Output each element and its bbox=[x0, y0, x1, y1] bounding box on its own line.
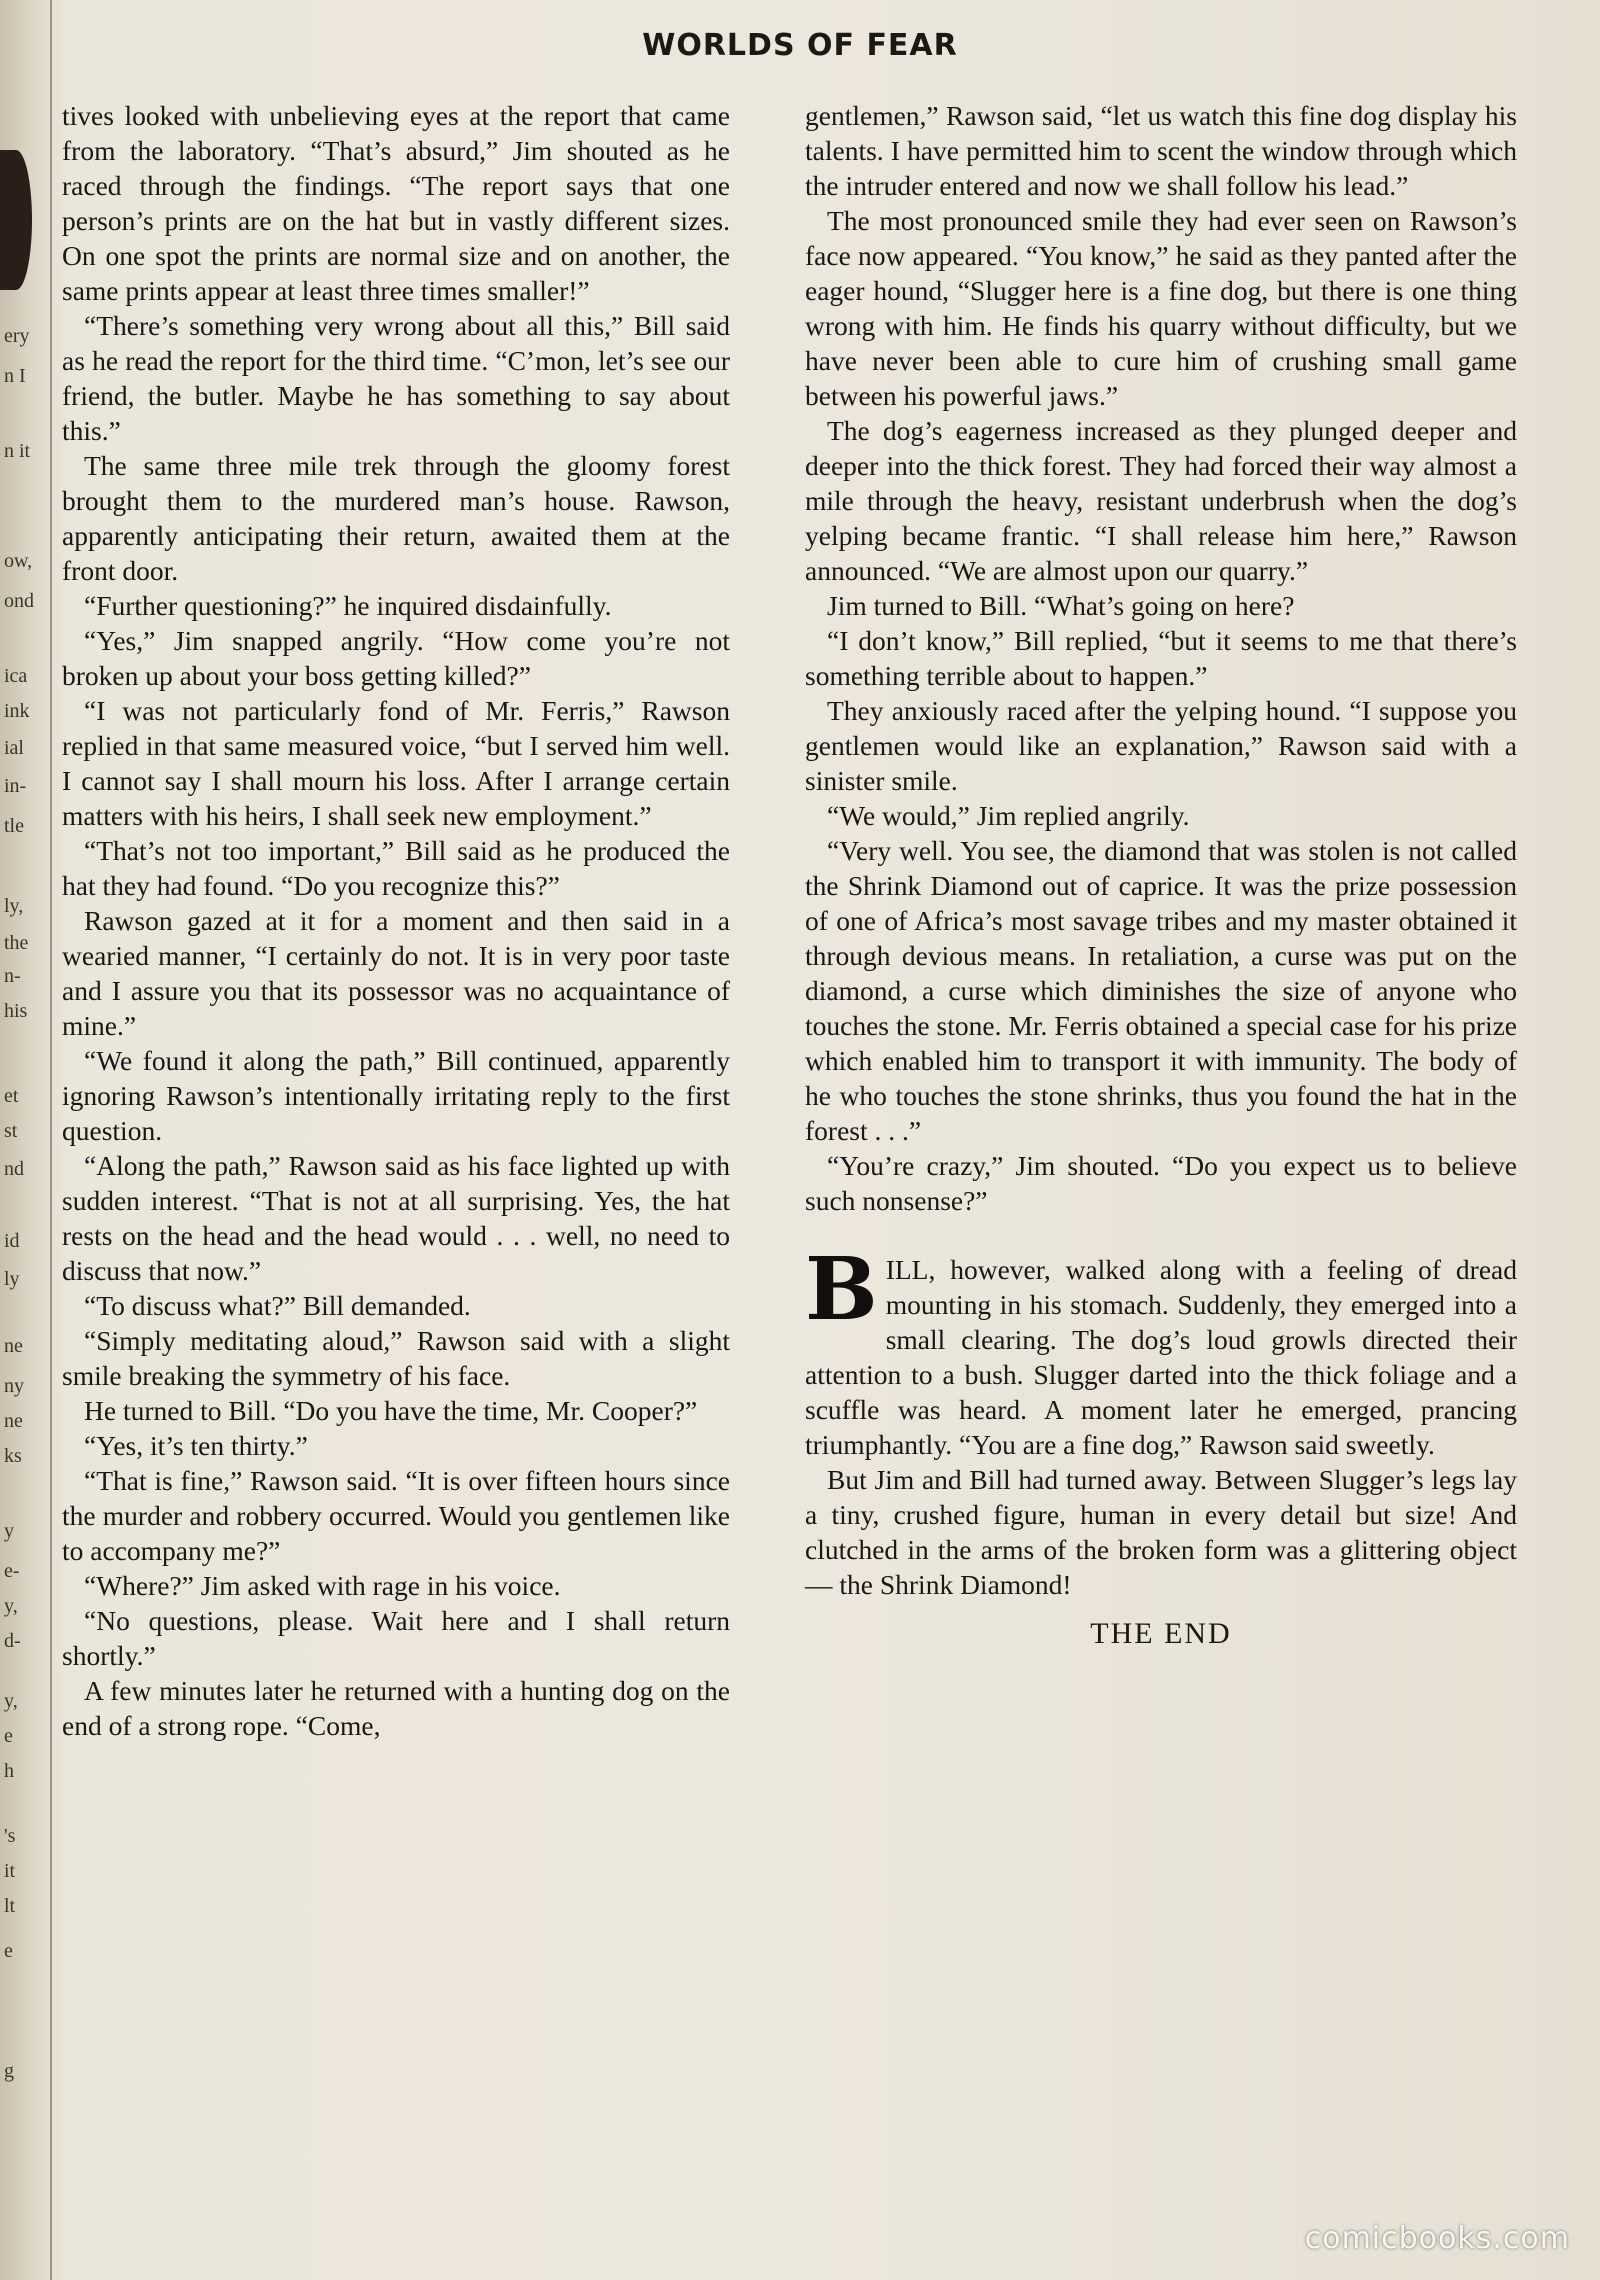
story-paragraph: But Jim and Bill had turned away. Between Slugger’s legs lay a tiny, crushed figure, human in every detail but size! And clutched in the arms of the broken form was a glittering object — the Shrink Diamond! bbox=[805, 1464, 1517, 1600]
margin-fragment: ne bbox=[4, 1335, 23, 1357]
margin-fragment: tle bbox=[4, 815, 24, 837]
margin-fragment: n- bbox=[4, 965, 21, 987]
margin-fragment: h bbox=[4, 1760, 14, 1782]
dropcap-paragraph bbox=[805, 1239, 1517, 1462]
margin-fragment: lt bbox=[4, 1895, 16, 1917]
margin-fragment: ial bbox=[4, 737, 24, 759]
margin-fragment: id bbox=[4, 1230, 20, 1252]
margin-fragment: y bbox=[4, 1520, 14, 1542]
story-paragraph: gentlemen,” Rawson said, “let us watch this fine dog display his talents. I have permitted him to scent the window through which the intruder entered and now we shall follow his lead.” bbox=[805, 100, 1517, 201]
margin-fragment: ond bbox=[4, 590, 34, 612]
margin-fragment: st bbox=[4, 1120, 18, 1142]
margin-fragment: g bbox=[4, 2060, 14, 2082]
story-paragraph: “Yes, it’s ten thirty.” bbox=[84, 1430, 308, 1461]
dropcap-paragraph-text: ILL, however, walked along with a feeling of dread mounting in his stomach. Suddenly, they emerged into a small clearing. The dog’s loud growls directed their attention to a bush. Slugger darted into the thick foliage and a scuffle was heard. A moment later he emerged, prancing triumphantly. “You are a fine dog,” Rawson said sweetly. bbox=[805, 1254, 1517, 1460]
margin-fragment: e bbox=[4, 1725, 13, 1747]
story-column-right-main bbox=[805, 98, 1517, 1218]
margin-fragment: ny bbox=[4, 1375, 24, 1397]
margin-fragment: y, bbox=[4, 1690, 18, 1712]
story-paragraph: “To discuss what?” Bill demanded. bbox=[84, 1290, 471, 1321]
margin-fragment: ks bbox=[4, 1445, 22, 1467]
margin-fragment: ly bbox=[4, 1268, 20, 1290]
margin-fragment: y, bbox=[4, 1595, 18, 1617]
margin-fragment: in- bbox=[4, 775, 27, 797]
adjacent-page-edge bbox=[0, 0, 52, 2280]
margin-fragment: it bbox=[4, 1860, 16, 1882]
drop-cap-letter: B bbox=[805, 1239, 878, 1340]
story-paragraph: “That’s not too important,” Bill said as he produced the hat they had found. “Do you recognize this?” bbox=[62, 835, 730, 901]
story-paragraph: Rawson gazed at it for a moment and then said in a wearied manner, “I certainly do not. It is in very poor taste and I assure you that its possessor was no acquaintance of mine.” bbox=[62, 905, 730, 1041]
story-paragraph: Jim turned to Bill. “What’s going on here? bbox=[827, 590, 1295, 621]
story-paragraph: “I don’t know,” Bill replied, “but it seems to me that there’s something terrible about to happen.” bbox=[805, 625, 1517, 691]
page-header: WORLDS OF FEAR bbox=[642, 28, 958, 63]
story-paragraph: The dog’s eagerness increased as they plunged deeper and deeper into the thick forest. They had forced their way almost a mile through the heavy, resistant underbrush when the dog’s yelping became frantic. “I shall release him here,” Rawson announced. “We are almost upon our quarry.” bbox=[805, 415, 1517, 586]
story-paragraph: “Where?” Jim asked with rage in his voice. bbox=[84, 1570, 561, 1601]
margin-fragment: ne bbox=[4, 1410, 23, 1432]
story-paragraph: “Very well. You see, the diamond that was stolen is not called the Shrink Diamond out of caprice. It was the prize possession of one of Africa’s most savage tribes and my master obtained it through devious means. In retaliation, a curse was put on the diamond, a curse which diminishes the size of anyone who touches the stone. Mr. Ferris obtained a special case for his prize which enabled him to transport it with immunity. The body of he who touches the stone shrinks, thus you found the hat in the forest . . .” bbox=[805, 835, 1517, 1146]
margin-fragment: the bbox=[4, 932, 29, 954]
margin-fragment: his bbox=[4, 1000, 28, 1022]
story-paragraph: tives looked with unbelieving eyes at the report that came from the laboratory. “That’s absurd,” Jim shouted as he raced through the findings. “The report says that one person’s prints are on the hat but in vastly different sizes. On one spot the prints are normal size and on another, the same prints appear at least three times smaller!” bbox=[62, 100, 730, 306]
margin-fragment: d- bbox=[4, 1630, 21, 1652]
story-column-left bbox=[62, 98, 730, 1743]
story-paragraph: A few minutes later he returned with a hunting dog on the end of a strong rope. “Come, bbox=[62, 1675, 730, 1741]
story-paragraph: “That is fine,” Rawson said. “It is over fifteen hours since the murder and robbery occurred. Would you gentlemen like to accompany me?” bbox=[62, 1465, 730, 1566]
margin-fragment: ly, bbox=[4, 895, 24, 917]
story-column-right bbox=[805, 98, 1517, 1651]
margin-fragment: e- bbox=[4, 1560, 20, 1582]
story-paragraph: “I was not particularly fond of Mr. Ferris,” Rawson replied in that same measured voice, “but I served him well. I cannot say I shall mourn his loss. After I arrange certain matters with his heirs, I shall seek new employment.” bbox=[62, 695, 730, 831]
story-paragraph: “Simply meditating aloud,” Rawson said with a slight smile breaking the symmetry of his face. bbox=[62, 1325, 730, 1391]
margin-fragment: et bbox=[4, 1085, 19, 1107]
story-paragraph: “No questions, please. Wait here and I shall return shortly.” bbox=[62, 1605, 730, 1671]
story-paragraph: “You’re crazy,” Jim shouted. “Do you expect us to believe such nonsense?” bbox=[805, 1150, 1517, 1216]
story-column-right-ending bbox=[805, 1462, 1517, 1602]
margin-fragment: n it bbox=[4, 440, 31, 462]
margin-fragment: n I bbox=[4, 365, 26, 387]
adjacent-page-illustration bbox=[0, 150, 32, 290]
story-paragraph: “Yes,” Jim snapped angrily. “How come you’re not broken up about your boss getting killed?” bbox=[62, 625, 730, 691]
story-paragraph: “We would,” Jim replied angrily. bbox=[827, 800, 1190, 831]
margin-fragment: ery bbox=[4, 325, 30, 347]
story-paragraph: They anxiously raced after the yelping hound. “I suppose you gentlemen would like an explanation,” Rawson said with a sinister smile. bbox=[805, 695, 1517, 796]
margin-fragment: nd bbox=[4, 1158, 24, 1180]
story-paragraph: “There’s something very wrong about all this,” Bill said as he read the report for the third time. “C’mon, let’s see our friend, the butler. Maybe he has something to say about this.” bbox=[62, 310, 730, 446]
site-watermark: comicbooks.com bbox=[1304, 2221, 1570, 2256]
story-paragraph: “Further questioning?” he inquired disdainfully. bbox=[84, 590, 612, 621]
margin-fragment: ink bbox=[4, 700, 30, 722]
the-end-label: THE END bbox=[1090, 1617, 1232, 1650]
story-paragraph: “We found it along the path,” Bill continued, apparently ignoring Rawson’s intentionally irritating reply to the first question. bbox=[62, 1045, 730, 1146]
story-paragraph: The most pronounced smile they had ever seen on Rawson’s face now appeared. “You know,” he said as they panted after the eager hound, “Slugger here is a fine dog, but there is one thing wrong with him. He finds his quarry without difficulty, but we have never been able to cure him of crushing small game between his powerful jaws.” bbox=[805, 205, 1517, 411]
margin-fragment: 's bbox=[4, 1825, 16, 1847]
story-paragraph: “Along the path,” Rawson said as his face lighted up with sudden interest. “That is not at all surprising. Yes, the hat rests on the head and the head would . . . well, no need to discuss that now.” bbox=[62, 1150, 730, 1286]
section-break bbox=[805, 1218, 1517, 1252]
story-paragraph: The same three mile trek through the gloomy forest brought them to the murdered man’s house. Rawson, apparently anticipating their return, awaited them at the front door. bbox=[62, 450, 730, 586]
margin-fragment: e bbox=[4, 1940, 13, 1962]
margin-fragment: ica bbox=[4, 665, 28, 687]
story-paragraph: He turned to Bill. “Do you have the time, Mr. Cooper?” bbox=[84, 1395, 698, 1426]
margin-fragment: ow, bbox=[4, 550, 33, 572]
